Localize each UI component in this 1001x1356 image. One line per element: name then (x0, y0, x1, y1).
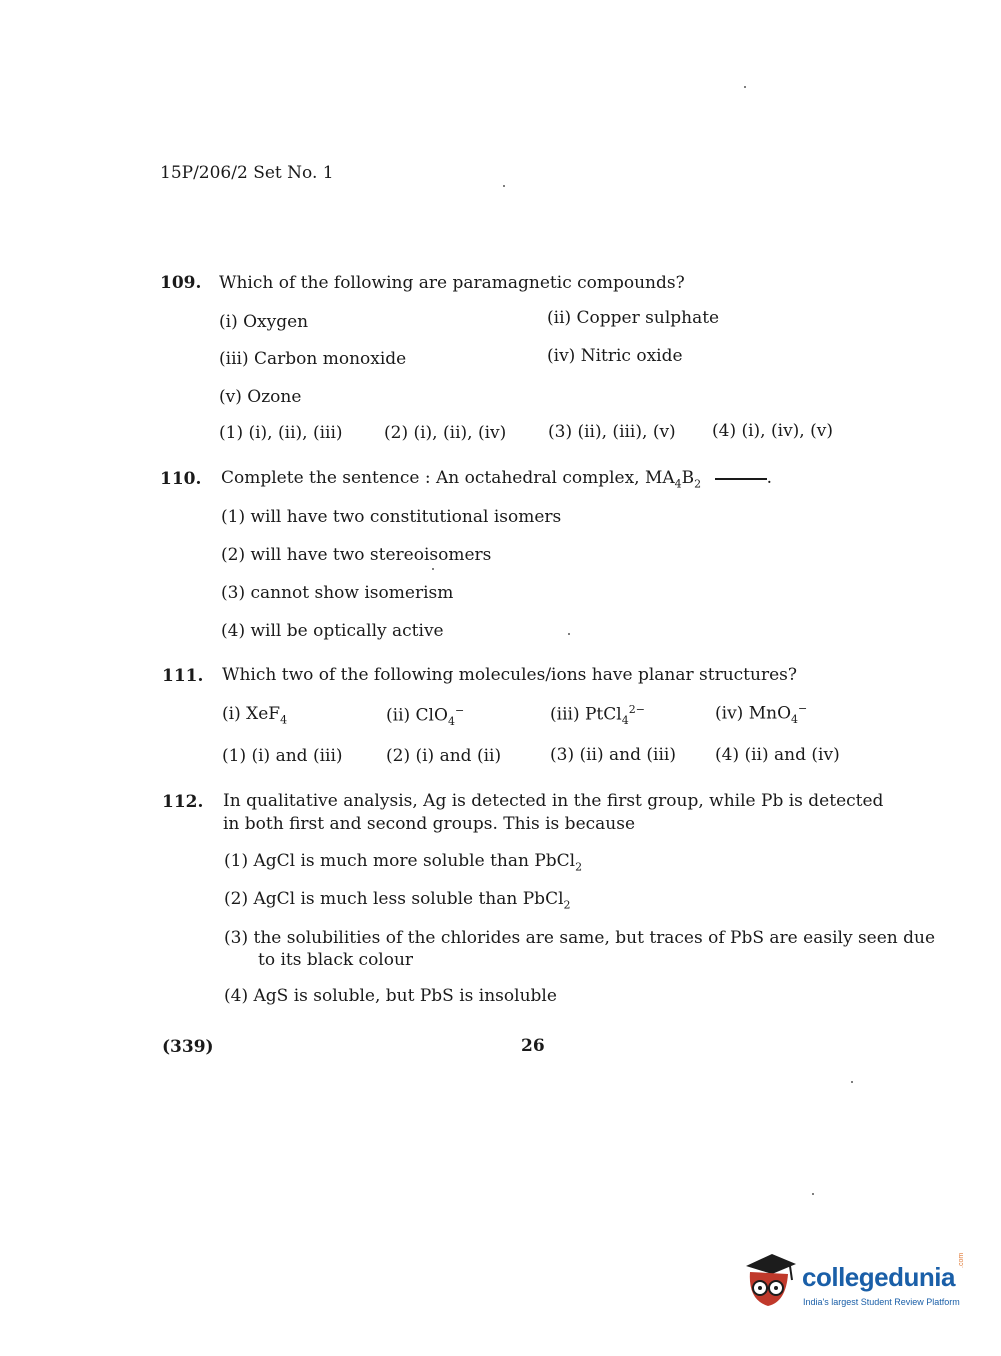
blank-line (715, 478, 767, 480)
question-stem: Which two of the following molecules/ions have planar structures? (222, 665, 797, 685)
answer-option: (2) will have two stereoisomers (221, 545, 492, 565)
question-stem: Complete the sentence : An octahedral complex, $MA_4B_2$ . (221, 468, 772, 491)
collegedunia-mascot-icon (742, 1250, 798, 1310)
answer-option: (1) (i) and (iii) (222, 746, 343, 766)
answer-option: (4) AgS is soluble, but PbS is insoluble (224, 986, 557, 1006)
answer-option: (4) (ii) and (iv) (715, 745, 840, 765)
answer-option: (2) (i), (ii), (iv) (384, 423, 507, 443)
answer-option: (3) (ii) and (iii) (550, 745, 676, 765)
answer-option: (1) will have two constitutional isomers (221, 507, 562, 527)
paper-code: 15P/206/2 Set No. 1 (160, 163, 334, 183)
list-item: (iii) Carbon monoxide (219, 349, 407, 369)
answer-option: (3) cannot show isomerism (221, 583, 454, 603)
logo-tagline: India's largest Student Review Platform (803, 1297, 960, 1307)
logo-dotcom: .com (958, 1252, 965, 1268)
list-item: (ii) Copper sulphate (547, 308, 720, 328)
question-number: 111. (162, 666, 204, 686)
question-stem: In qualitative analysis, Ag is detected in the first group, while Pb is detected in both first and second groups. This is because (223, 791, 884, 834)
list-item: (i) XeF$_4$ (222, 704, 288, 727)
question-number: 109. (160, 273, 202, 293)
list-item: (iv) Nitric oxide (547, 346, 683, 366)
list-item: (iv) MnO$_4$− (715, 702, 808, 727)
question-number: 112. (162, 792, 204, 812)
answer-option: (4) (i), (iv), (v) (712, 421, 833, 441)
page-number: 26 (521, 1036, 545, 1056)
answer-option: (3) the solubilities of the chlorides are same, but traces of PbS are easily seen due to its black colour (224, 928, 936, 970)
answer-option: (1) AgCl is much more soluble than PbCl$_2$ (224, 851, 583, 874)
list-item: (iii) PtCl$_4^{2-}$ (550, 703, 645, 728)
answer-option: (2) AgCl is much less soluble than PbCl$_2$ (224, 889, 571, 912)
collegedunia-logo-text: collegedunia (802, 1262, 955, 1292)
list-item: (i) Oxygen (219, 312, 309, 332)
answer-option: (4) will be optically active (221, 621, 444, 641)
answer-option: (3) (ii), (iii), (v) (548, 422, 676, 442)
answer-option: (2) (i) and (ii) (386, 746, 502, 766)
list-item: (v) Ozone (219, 387, 302, 407)
question-number: 110. (160, 469, 202, 489)
footer-code: (339) (162, 1037, 214, 1057)
question-stem: Which of the following are paramagnetic compounds? (219, 273, 685, 293)
list-item: (ii) ClO$_4$− (386, 704, 465, 729)
answer-option: (1) (i), (ii), (iii) (219, 423, 343, 443)
